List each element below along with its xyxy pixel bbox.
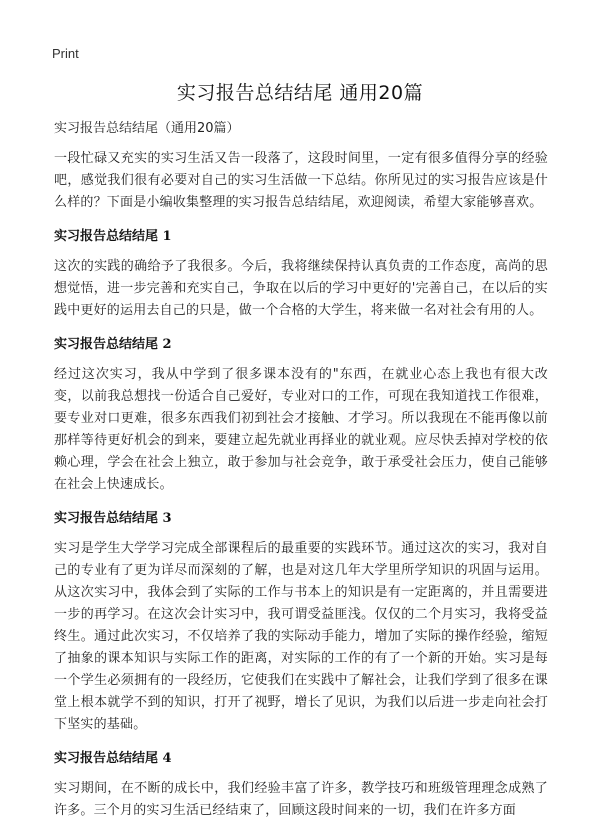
- section-body-2: 经过这次实习，我从中学到了很多课本没有的"东西，在就业心态上我也有很大改变，以前我总想找一份适合自己爱好，专业对口的工作，可现在我知道找工作很难，要专业对口更难，很多东西我们初到社会才接触、才学习。所以我现在不能再像以前那样等待更好机会的到来，要建立起先就业再择业的就业观。应尽快丢掉对学校的依赖心理，学会在社会上独立，敢于参加与社会竞争，敢于承受社会压力，使自己能够在社会上快速成长。: [54, 367, 548, 492]
- section-body-1: 这次的实践的确给予了我很多。今后，我将继续保持认真负责的工作态度，高尚的思想觉悟，进一步完善和充实自己，争取在以后的学习中更好的'完善自己，在以后的实践中更好的运用去自己的只是，做一个合格的大学生，将来做一名对社会有用的人。: [54, 259, 548, 318]
- intro-paragraph: 一段忙碌又充实的实习生活又告一段落了，这段时间里，一定有很多值得分享的经验吧，感觉我们很有必要对自己的实习生活做一下总结。你所见过的实习报告应该是什么样的？下面是小编收集整理的实习报告总结结尾，欢迎阅读，希望大家能够喜欢。: [54, 151, 548, 210]
- article-content: [54, 118, 548, 828]
- section-heading-1: 实习报告总结结尾 1: [54, 229, 172, 244]
- article-subtitle: 实习报告总结结尾（通用20篇）: [54, 121, 240, 136]
- section-heading-4: 实习报告总结结尾 4: [54, 751, 172, 766]
- section-heading-3: 实习报告总结结尾 3: [54, 511, 172, 526]
- print-link[interactable]: Print: [52, 46, 79, 61]
- section-body-4: 实习期间，在不断的成长中，我们经验丰富了许多，教学技巧和班级管理理念成熟了许多。三个月的实习生活已经结束了，回顾这段时间来的一切，我们在许多方面: [54, 781, 548, 818]
- section-heading-2: 实习报告总结结尾 2: [54, 337, 172, 352]
- page-title: 实习报告总结结尾 通用20篇: [176, 82, 424, 104]
- section-body-3: 实习是学生大学学习完成全部课程后的最重要的实践环节。通过这次的实习，我对自己的专业有了更为详尽而深刻的了解，也是对这几年大学里所学知识的巩固与运用。从这次实习中，我体会到了实际的工作与书本上的知识是有一定距离的，并且需要进一步的再学习。在这次会计实习中，我可谓受益匪浅。仅仅的二个月实习，我将受益终生。通过此次实习，不仅培养了我的实际动手能力，增加了实际的操作经验，缩短了抽象的课本知识与实际工作的距离，对实际的工作的有了一个新的开始。实习是每一个学生必须拥有的一段经历，它使我们在实践中了解社会，让我们学到了很多在课堂上根本就学不到的知识，打开了视野，增长了见识，为我们以后进一步走向社会打下坚实的基础。: [54, 541, 548, 732]
